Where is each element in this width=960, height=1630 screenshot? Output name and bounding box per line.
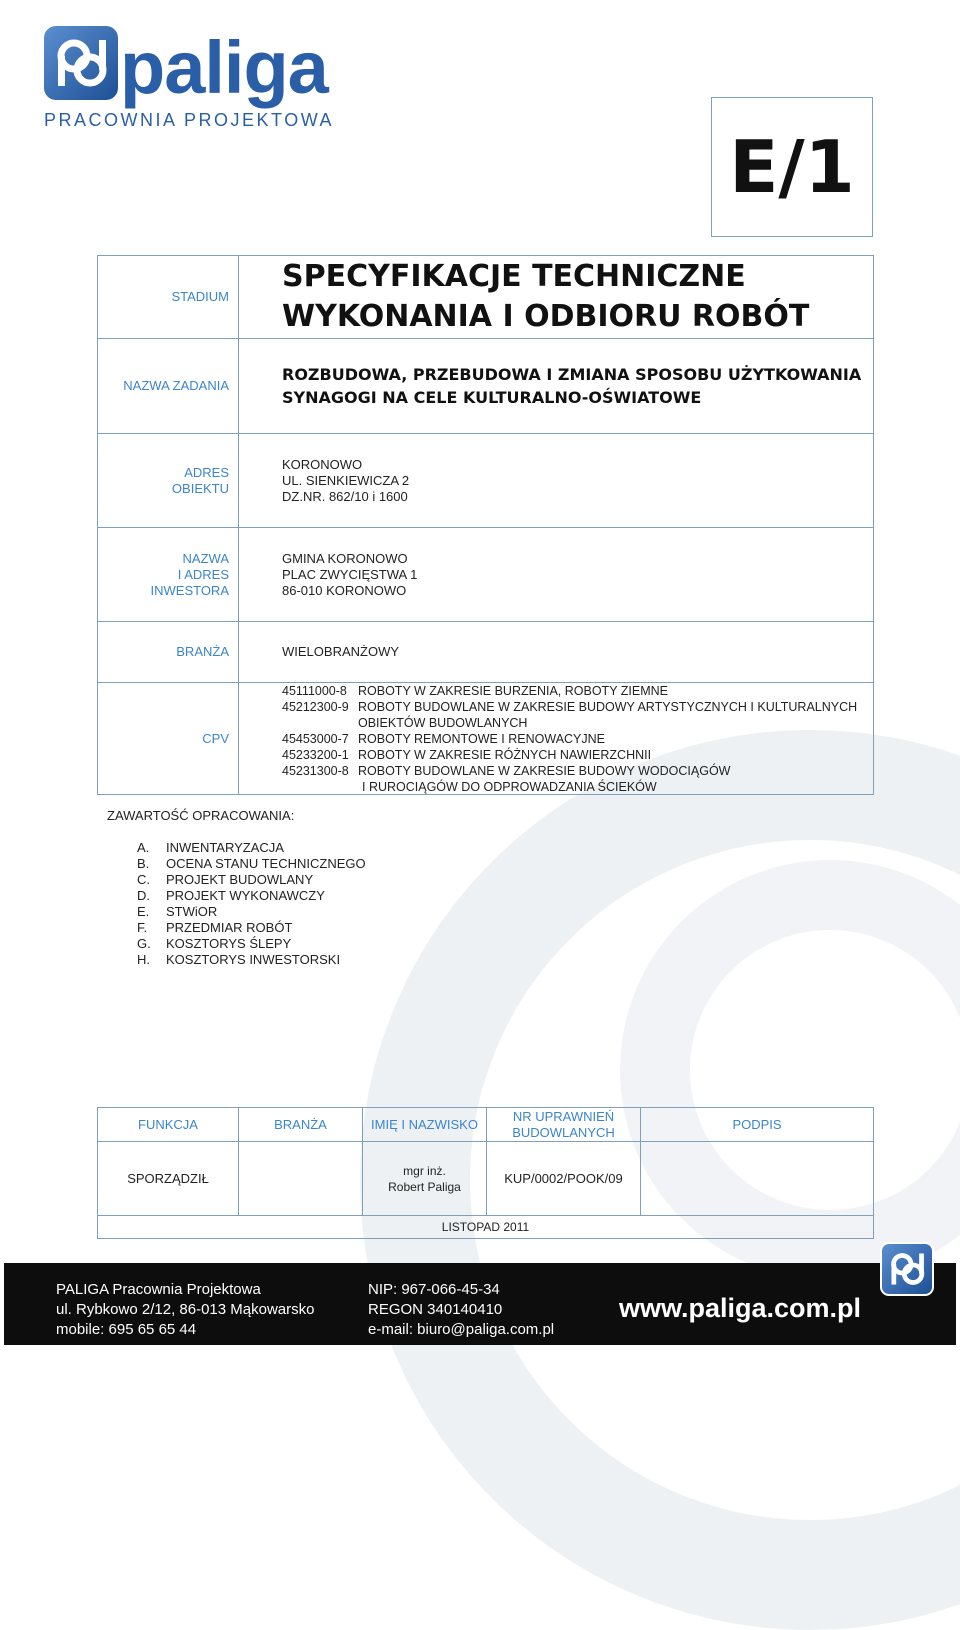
logo-wordmark: paliga xyxy=(120,26,328,109)
pd-logo-icon xyxy=(44,26,118,100)
address-label xyxy=(98,434,239,527)
header-signature: PODPIS xyxy=(732,1116,782,1132)
contents-item-text: PRZEDMIAR ROBÓT xyxy=(166,920,293,935)
row-branch xyxy=(239,1142,363,1215)
footer-bar xyxy=(4,1263,956,1345)
contents-item-text: OCENA STANU TECHNICZNEGO xyxy=(166,856,366,871)
cpv-description: ROBOTY REMONTOWE I RENOWACYJNE xyxy=(358,731,606,746)
row-task xyxy=(98,339,873,434)
row-name-title: mgr inż. xyxy=(403,1163,446,1178)
header-branch: BRANŻA xyxy=(239,1108,363,1141)
address-line-1: KORONOWO xyxy=(282,456,363,472)
cpv-code: 45212300-9 xyxy=(282,699,349,714)
contents-item-text: STWiOR xyxy=(166,904,218,919)
cpv-description: ROBOTY BUDOWLANE W ZAKRESIE BUDOWY ARTYSTYCZNYCH I KULTURALNYCH xyxy=(358,699,858,714)
cpv-list xyxy=(239,683,873,794)
contents-item-text: KOSZTORYS ŚLEPY xyxy=(166,936,292,951)
row-stadium xyxy=(98,256,873,339)
contents-item xyxy=(137,840,366,856)
cpv-description-continued: OBIEKTÓW BUDOWLANYCH xyxy=(358,715,528,730)
contents-item-letter: G. xyxy=(137,936,151,951)
contents-item-letter: C. xyxy=(137,872,150,887)
cpv-description: ROBOTY BUDOWLANE W ZAKRESIE BUDOWY WODOCIĄGÓW xyxy=(358,763,731,778)
cpv-description: ROBOTY W ZAKRESIE RÓŻNYCH NAWIERZCHNII xyxy=(358,747,652,762)
footer-company: PALIGA Pracownia Projektowa xyxy=(56,1281,261,1298)
branch-value: WIELOBRANŻOWY xyxy=(282,644,400,659)
cpv-entry xyxy=(282,747,873,763)
row-name-person: Robert Paliga xyxy=(388,1179,461,1194)
contents-item-letter: H. xyxy=(137,952,150,967)
document-title xyxy=(239,256,873,338)
logo-subtitle: PRACOWNIA PROJEKTOWA xyxy=(44,110,335,130)
footer-company-info xyxy=(56,1280,314,1340)
row-address xyxy=(98,434,873,528)
contents-item-letter: F. xyxy=(137,920,148,935)
cpv-description-continued: I RUROCIĄGÓW DO ODPROWADZANIA ŚCIEKÓW xyxy=(362,779,657,794)
title-block-table xyxy=(97,255,874,795)
contents-list xyxy=(137,840,366,968)
cpv-description: ROBOTY W ZAKRESIE BURZENIA, ROBOTY ZIEMNE xyxy=(358,683,668,698)
footer-mobile: mobile: 695 65 65 44 xyxy=(56,1321,197,1338)
title-line-1: SPECYFIKACJE TECHNICZNE xyxy=(282,259,746,294)
contents-item xyxy=(137,904,366,920)
cpv-entry xyxy=(282,731,873,747)
address-line-3: DZ.NR. 862/10 i 1600 xyxy=(282,488,408,504)
contents-item xyxy=(137,920,366,936)
footer-registration-info xyxy=(368,1280,554,1340)
footer-email[interactable]: e-mail: biuro@paliga.com.pl xyxy=(368,1321,555,1338)
row-function: SPORZĄDZIŁ xyxy=(98,1142,239,1215)
drawing-code: E/1 xyxy=(711,97,873,237)
task-line-2: SYNAGOGI NA CELE KULTURALNO-OŚWIATOWE xyxy=(282,388,702,407)
contents-item xyxy=(137,872,366,888)
stadium-label: STADIUM xyxy=(98,256,239,338)
address-label-1: ADRES xyxy=(184,464,229,480)
contents-item-text: KOSZTORYS INWESTORSKI xyxy=(166,952,341,967)
row-branch xyxy=(98,622,873,683)
task-line-1: ROZBUDOWA, PRZEBUDOWA I ZMIANA SPOSOBU UŻYTKOWANIA xyxy=(282,365,862,384)
cpv-entry xyxy=(282,763,873,779)
signature-date-row xyxy=(98,1216,873,1238)
investor-line-2: PLAC ZWYCIĘSTWA 1 xyxy=(282,566,418,582)
contents-item xyxy=(137,936,366,952)
contents-item-text: INWENTARYZACJA xyxy=(166,840,284,855)
header-name: IMIĘ I NAZWISKO xyxy=(363,1108,487,1141)
contents-item xyxy=(137,856,366,872)
header-license xyxy=(487,1108,641,1141)
row-investor xyxy=(98,528,873,622)
task-name xyxy=(239,339,873,433)
address-value xyxy=(239,434,873,527)
investor-label-1: NAZWA xyxy=(182,550,229,566)
header-function: FUNKCJA xyxy=(98,1108,239,1141)
contents-item-text: PROJEKT BUDOWLANY xyxy=(166,872,314,887)
signature-header-row xyxy=(98,1108,873,1142)
contents-item-letter: B. xyxy=(137,856,150,871)
footer-regon: REGON 340140410 xyxy=(368,1301,503,1318)
row-license: KUP/0002/POOK/09 xyxy=(487,1142,641,1215)
address-label-2: OBIEKTU xyxy=(171,480,229,496)
investor-value xyxy=(239,528,873,621)
footer-website-link[interactable]: www.paliga.com.pl xyxy=(618,1293,861,1323)
investor-label-2: I ADRES xyxy=(177,566,229,582)
pd-logo-icon xyxy=(880,1242,934,1296)
signature-table xyxy=(97,1107,874,1239)
investor-line-3: 86-010 KORONOWO xyxy=(282,582,407,598)
contents-title: ZAWARTOŚĆ OPRACOWANIA: xyxy=(107,808,295,823)
row-signature xyxy=(641,1142,873,1215)
address-line-2: UL. SIENKIEWICZA 2 xyxy=(282,472,410,488)
investor-line-1: GMINA KORONOWO xyxy=(282,550,408,566)
contents-item xyxy=(137,952,366,968)
contents-item-text: PROJEKT WYKONAWCZY xyxy=(166,888,325,903)
contents-item-letter: A. xyxy=(137,840,150,855)
cpv-code: 45233200-1 xyxy=(282,747,349,762)
investor-label-3: INWESTORA xyxy=(150,582,229,598)
contents-item-letter: D. xyxy=(137,888,150,903)
investor-label xyxy=(98,528,239,621)
row-name xyxy=(363,1142,487,1215)
document-date: LISTOPAD 2011 xyxy=(441,1220,530,1234)
cpv-code: 45453000-7 xyxy=(282,731,349,746)
cpv-entry xyxy=(282,683,873,699)
contents-item-letter: E. xyxy=(137,904,150,919)
footer-nip: NIP: 967-066-45-34 xyxy=(368,1281,500,1298)
cpv-code: 45111000-8 xyxy=(282,683,347,698)
contents-item xyxy=(137,888,366,904)
cpv-label: CPV xyxy=(98,683,239,794)
cpv-entry xyxy=(282,699,873,715)
signature-row xyxy=(98,1142,873,1216)
task-label: NAZWA ZADANIA xyxy=(98,339,239,433)
header-license-text: NR UPRAWNIEŃ BUDOWLANYCH xyxy=(512,1108,615,1140)
title-line-2: WYKONANIA I ODBIORU ROBÓT xyxy=(282,299,810,334)
cpv-code: 45231300-8 xyxy=(282,763,349,778)
row-cpv xyxy=(98,683,873,794)
branch-label: BRANŻA xyxy=(98,622,239,682)
footer-address: ul. Rybkowo 2/12, 86-013 Mąkowarsko xyxy=(56,1301,315,1318)
